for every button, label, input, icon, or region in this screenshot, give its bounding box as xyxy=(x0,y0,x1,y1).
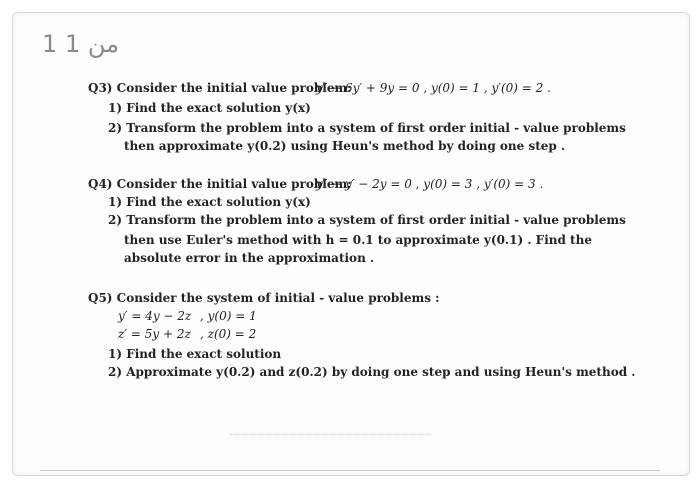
q4-item-1: 1) Find the exact solution y(x) xyxy=(108,195,311,209)
q5-item-1: 1) Find the exact solution xyxy=(108,347,282,361)
q4-item-2: 2) Transform the problem into a system of first order initial - value problems xyxy=(108,213,626,227)
q4-equation: y″ − y′ − 2y = 0 , y(0) = 3 , y′(0) = 3 . xyxy=(316,177,544,191)
q5-equation-y: y′ = 4y − 2z xyxy=(118,309,192,323)
q5-item-2: 2) Approximate y(0.2) and z(0.2) by doing one step and using Heun's method . xyxy=(108,365,636,379)
q5-equation-z: z′ = 5y + 2z xyxy=(118,327,191,341)
q3-item-2-continued: then approximate y(0.2) using Heun's method by doing one step . xyxy=(124,139,566,153)
page-indicator: 1 من 1 xyxy=(42,30,119,58)
q4-item-2-continued-2: absolute error in the approximation . xyxy=(124,251,375,265)
q4-heading: Q4) Consider the initial value problem: xyxy=(88,177,352,191)
faint-pen-mark xyxy=(230,434,430,437)
q3-item-1: 1) Find the exact solution y(x) xyxy=(108,101,311,115)
q4-item-2-continued: then use Euler's method with h = 0.1 to approximate y(0.1) . Find the xyxy=(124,233,592,247)
bottom-divider xyxy=(40,470,660,471)
q5-initial-condition-z: , z(0) = 2 xyxy=(200,327,257,341)
q3-item-2: 2) Transform the problem into a system of first order initial - value problems xyxy=(108,121,626,135)
q5-heading: Q5) Consider the system of initial - value problems : xyxy=(88,291,440,305)
q3-heading: Q3) Consider the initial value problem: xyxy=(88,81,352,95)
q5-initial-condition-y: , y(0) = 1 xyxy=(200,309,257,323)
q3-equation: y″ − 6y′ + 9y = 0 , y(0) = 1 , y′(0) = 2 . xyxy=(316,81,551,95)
